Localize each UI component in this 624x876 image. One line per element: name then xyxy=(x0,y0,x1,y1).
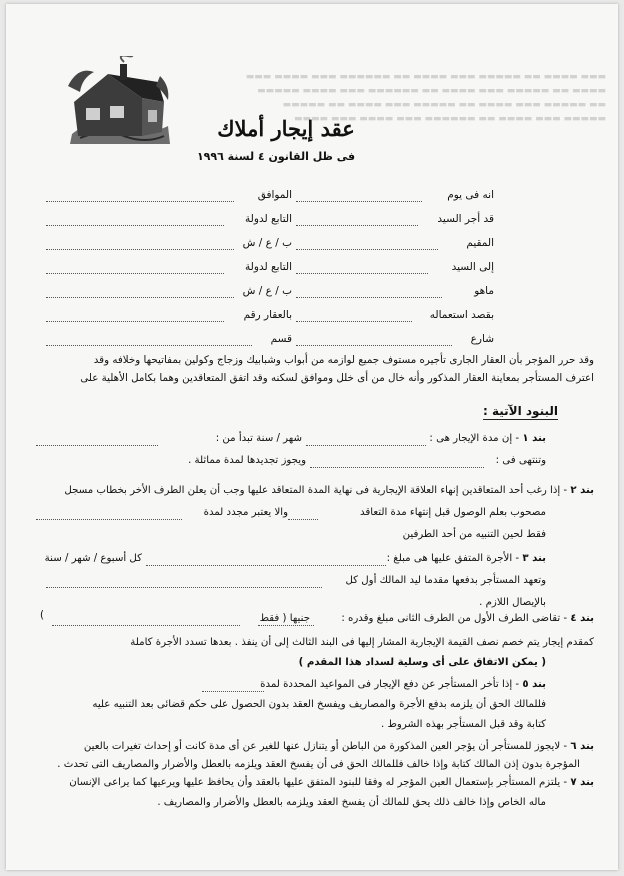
clause-3-period: كل أسبوع / شهر / سنة xyxy=(44,553,142,564)
field-lessor-id-input[interactable] xyxy=(46,249,234,250)
house-logo xyxy=(64,56,174,148)
field-lessor-residence-label: المقيم xyxy=(466,237,494,249)
field-lessor-nationality-input[interactable] xyxy=(46,225,224,226)
clause-5-line-1: بند ٥ - إذا تأخر المستأجر عن دفع الإيجار فى المواعيد المحددة لمدة xyxy=(260,679,546,690)
field-lessee-id-input[interactable] xyxy=(46,297,234,298)
clause-4-line-3: ( يمكن الاتفاق على أى وسلية لسداد هذا المقدم ) xyxy=(298,657,546,668)
clause-1-renewal: ويجوز تجديدها لمدة مماثلة . xyxy=(188,455,306,466)
field-day-input[interactable] xyxy=(296,201,422,202)
field-lessor-label: قد أجر السيد xyxy=(437,213,494,225)
field-street-label: شارع xyxy=(470,333,494,345)
field-building-number-label: بالعقار رقم xyxy=(243,309,292,321)
clause-2-renew-input[interactable] xyxy=(36,519,182,520)
clause-3-period-input[interactable] xyxy=(46,587,322,588)
field-property-input[interactable] xyxy=(296,297,442,298)
clause-4-words-input[interactable] xyxy=(52,625,240,626)
field-building-number-input[interactable] xyxy=(46,321,224,322)
clauses-heading: البنود الآتية : xyxy=(483,404,558,418)
clause-3-line-3: بالإيصال اللازم . xyxy=(479,597,546,608)
field-lessee-nationality-label: التابع لدولة xyxy=(245,261,292,273)
field-lessor-residence-input[interactable] xyxy=(296,249,438,250)
contract-sheet xyxy=(6,4,618,870)
clause-4-amount-input[interactable] xyxy=(258,625,314,626)
clause-5-line-2: فللمالك الحق أن يلزمه بدفع الأجرة والمصاريف ويفسخ العقد بدون الحصول على حكم قضائى بعد التنبيه عليه xyxy=(92,699,546,710)
clause-3-amount-label: بند ٣ - الأجرة المتفق عليها هى مبلغ : xyxy=(386,553,546,564)
clause-2-notice-label: مصحوب بعلم الوصول قبل إنتهاء مدة التعاقد xyxy=(360,507,546,518)
clause-7-line-2: ماله الخاص وإذا خالف ذلك يحق للمالك أن يفسخ العقد ويلزمه بالعطل والأضرار والمصاريف . xyxy=(157,797,546,808)
clause-7-line-1: بند ٧ - يلتزم المستأجر بإستعمال العين المؤجر له وفقا للبنود المتفق عليها بالعقد وأن يحافظ عليها ويرعيها كما يراعى الإنسان xyxy=(69,777,594,788)
show-through-text: ▬▬▬ ▬▬▬▬ ▬▬ ▬▬▬▬▬ ▬▬▬ ▬▬▬▬ ▬▬ ▬▬▬▬▬▬ ▬▬▬ ▬▬▬▬ ▬▬▬ ▬▬▬▬ ▬▬ ▬▬▬▬▬ ▬▬▬ ▬▬▬▬ ▬▬ ▬▬▬▬▬▬ ▬▬▬ ▬▬▬▬ ▬▬▬▬▬ ▬▬ ▬▬▬▬▬ ▬▬▬ ▬▬▬▬ ▬▬ ▬▬▬▬▬ ▬▬▬ ▬▬▬▬ ▬▬ ▬▬▬▬▬ ▬▬▬▬▬ ▬▬▬ ▬▬▬▬ ▬▬ ▬▬▬▬▬▬ ▬▬▬ ▬▬▬▬ ▬▬▬ ▬▬▬▬ xyxy=(245,72,606,124)
clause-5-days-input[interactable] xyxy=(202,691,264,692)
field-lessor-input[interactable] xyxy=(296,225,418,226)
clause-4-line-2: كمقدم إيجار يتم خصم نصف القيمة الإيجارية المشار إليها فى البند الثالث إلى أن ينفذ . بعدها تسدد الأجرة كاملة xyxy=(130,637,594,648)
clause-4-close-paren: ) xyxy=(40,610,44,621)
field-lessor-id-label: ب / ع / ش xyxy=(242,237,292,249)
field-purpose-label: بقصد استعماله xyxy=(429,309,494,321)
field-district-label: قسم xyxy=(270,333,292,345)
clause-1-label: بند ١ - إن مدة الإيجار هى : xyxy=(429,433,546,444)
clause-2-renew-label: والا يعتبر مجدد لمدة xyxy=(203,507,288,518)
intro-line-1: وقد حرر المؤجر بأن العقار الجارى تأجيره مستوف جميع لوازمه من أبواب وشبابيك وزجاج وكولين بمفاتيحها وخلافه وقد xyxy=(93,354,594,366)
clause-5-line-3: كتابة وقد قبل المستأجر بهذه الشروط . xyxy=(381,719,546,730)
field-purpose-input[interactable] xyxy=(296,321,412,322)
clause-4-amount-label: بند ٤ - تقاضى الطرف الأول من الطرف الثانى مبلغ وقدره : xyxy=(341,613,594,624)
clause-3-line-2: وتعهد المستأجر بدفعها مقدما ليد المالك أول كل xyxy=(345,575,546,586)
field-lessee-id-label: ب / ع / ش xyxy=(242,285,292,297)
clause-6-line-2: المؤجرة بدون إذن المالك كتابة وإذا خالف فللمالك الحق فى أن يفسخ العقد ويلزمه بالعطل والأضرار والمصاريف التى تحدث . xyxy=(57,759,580,770)
field-lessee-input[interactable] xyxy=(296,273,428,274)
field-date-input[interactable] xyxy=(46,201,234,202)
clause-4-pounds-label: جنيها ( فقط xyxy=(259,613,310,624)
clause-3-amount-input[interactable] xyxy=(146,565,386,566)
field-street-input[interactable] xyxy=(296,345,452,346)
field-lessor-nationality-label: التابع لدولة xyxy=(245,213,292,225)
clause-6-line-1: بند ٦ - لايجوز للمستأجر أن يؤجر العين المذكورة من الباطن أو يتنازل عنها للغير عن أى مدة كانت أو إحداث تغيرات بالعين xyxy=(83,741,594,752)
document-title: عقد إيجار أملاك xyxy=(217,116,355,141)
field-date-label: الموافق xyxy=(257,189,292,201)
clause-1-start-input[interactable] xyxy=(36,445,158,446)
field-lessee-label: إلى السيد xyxy=(451,261,494,273)
law-subtitle: فى ظل القانون ٤ لسنة ١٩٩٦ xyxy=(196,150,356,163)
clause-2-line-3: فقط لحين التنبيه من أحد الطرفين xyxy=(402,529,546,540)
clause-1-duration-input[interactable] xyxy=(306,445,426,446)
clause-2-line-1: بند ٢ - إذا رغب أحد المتعاقدين إنهاء العلاقة الإيجارية فى نهاية المدة المتعاقد عليها وجب أن يعلن الطرف الأخر بخطاب مسجل xyxy=(64,485,594,496)
field-district-input[interactable] xyxy=(46,345,252,346)
clause-1-end-input[interactable] xyxy=(310,467,484,468)
clause-1-start-label: شهر / سنة تبدأ من : xyxy=(215,433,302,444)
intro-line-2: اعترف المستأجر بمعاينة العقار المذكور وأنه خال من أى خلل وموافق لسكنه وقد اتفق المتعاقدين وهما بكامل الأهلية على xyxy=(80,372,594,384)
field-lessee-nationality-input[interactable] xyxy=(46,273,224,274)
field-property-label: ماهو xyxy=(474,285,494,297)
clause-2-notice-input[interactable] xyxy=(288,519,318,520)
clause-1-end-label: وتنتهى فى : xyxy=(495,455,546,466)
field-day-label: انه فى يوم xyxy=(447,189,494,201)
